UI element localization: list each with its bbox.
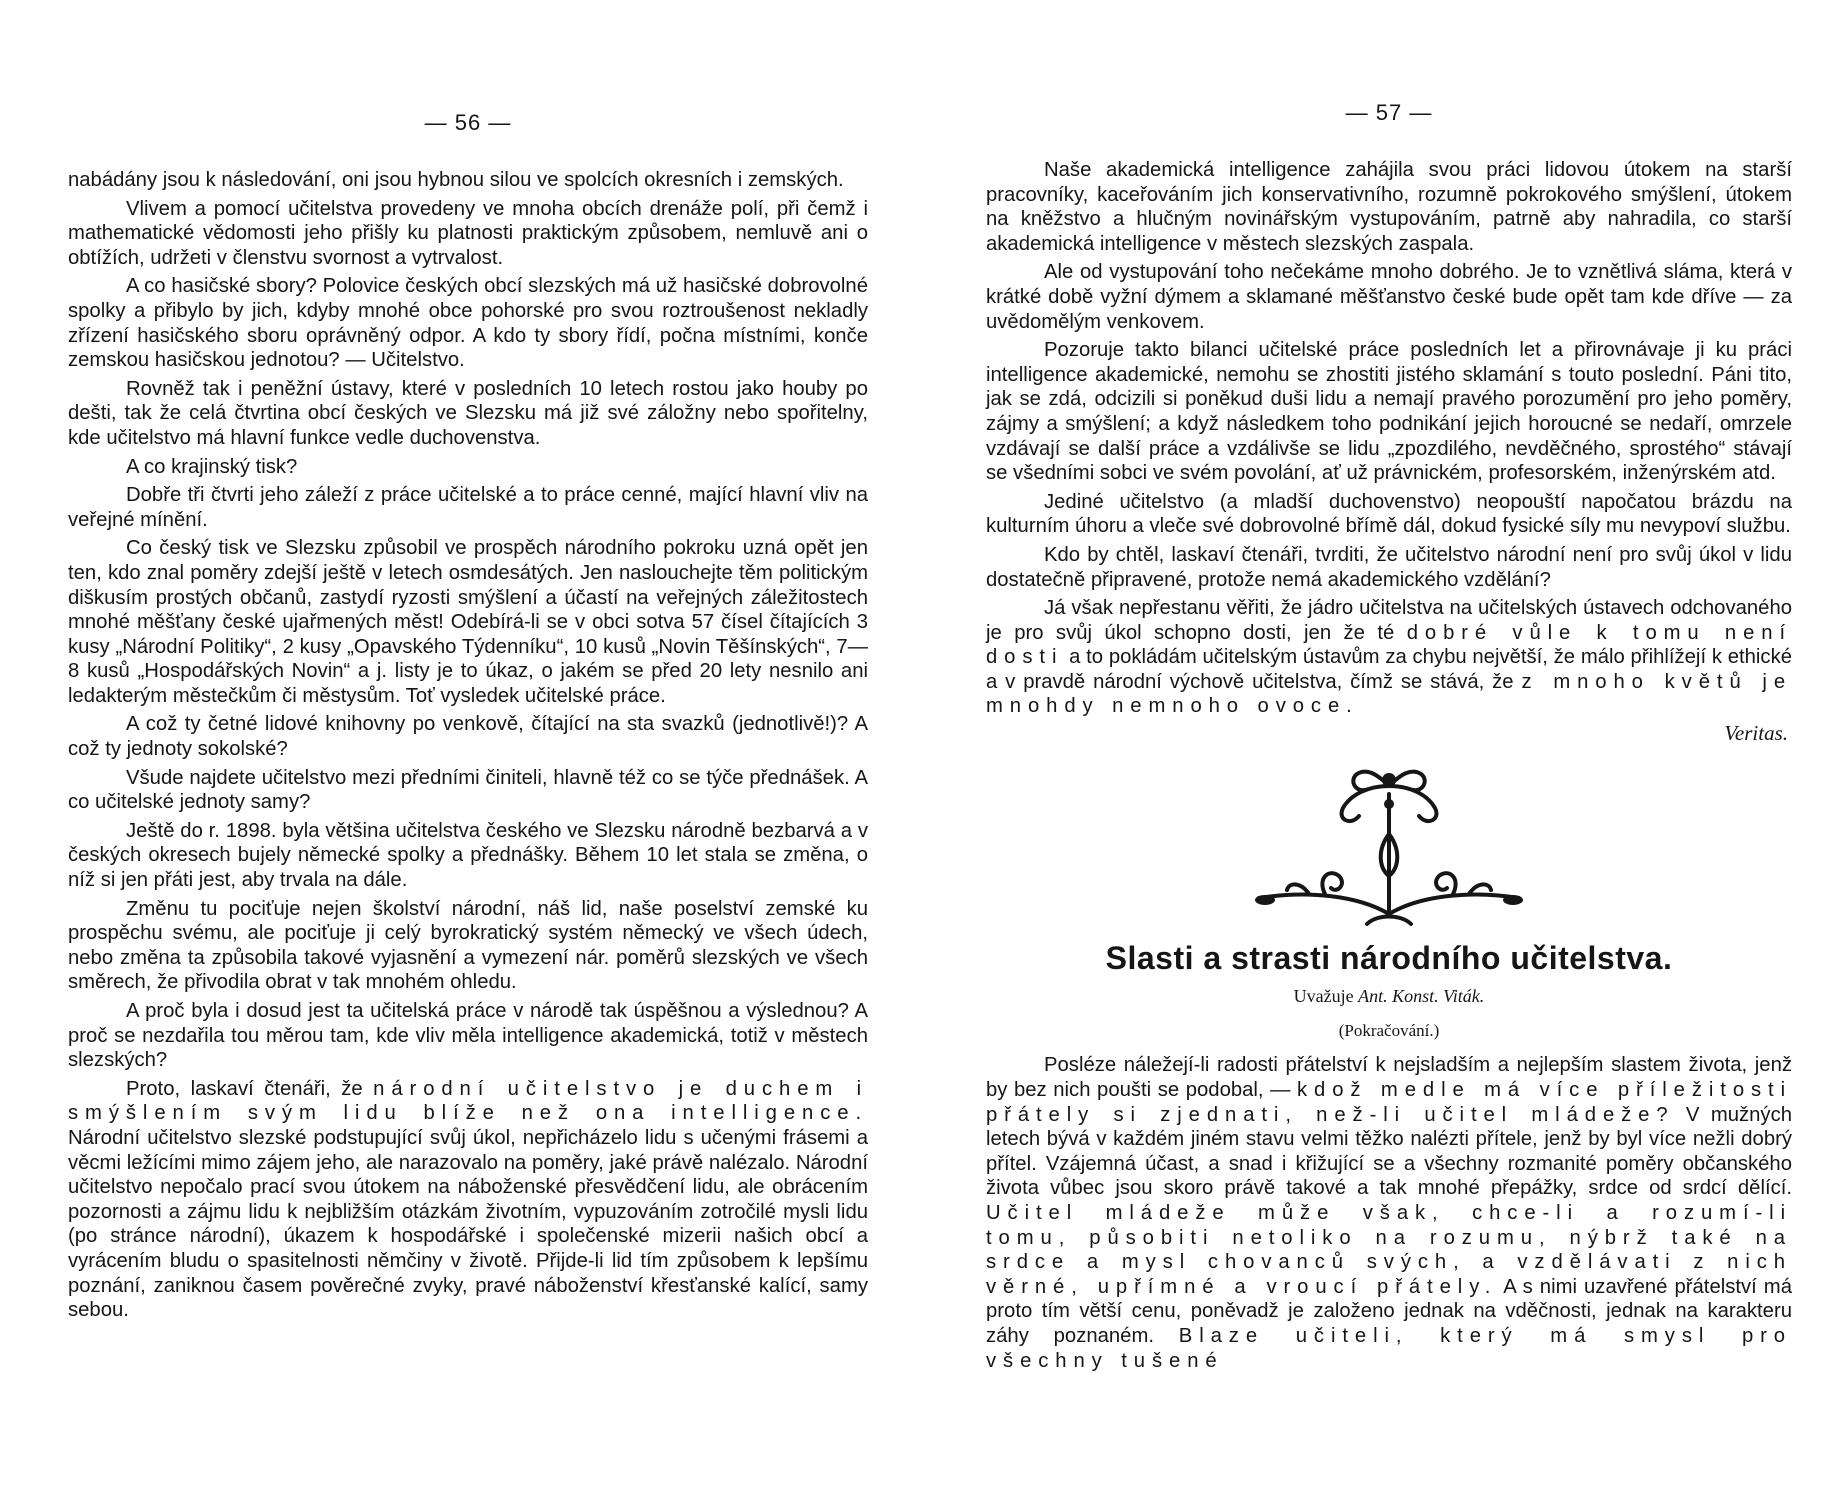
text-run: A s nimi uzavřené přátelství má proto tím větší cenu, poněvadž je založeno jednak na vděčnosti, jednak na karakteru záhy poznaném. — [986, 1275, 1792, 1347]
byline-author: Ant. Konst. Viták. — [1358, 986, 1485, 1007]
paragraph: A co hasičské sbory? Polovice českých obcí slezských má už hasičské dobrovolné spolky a přibylo by jich, kdyby mnohé obce pohorské pro svou roztroušenost nekladly zřízení hasičského sboru oprávněný odpor. A kdo ty sbory řídí, počna místními, konče zemskou hasičskou jednotou? — Učitelstvo. — [68, 275, 868, 372]
spaced-emphasis: národní učitelstvo je duchem i smýšlením svým lidu blíže než ona intelligence. — [68, 1077, 869, 1125]
paragraph: Co český tisk ve Slezsku způsobil ve prospěch národního pokroku uzná opět jen ten, kdo znal poměry zdejší ještě v letech osmdesátých. Jen naslouchejte těm politickým diškusím prostých občanů, zastydí ryzosti smýšlení a účastí na veřejných záležitostech mnohé měšťany české ujařmených měst! Odebírá-li se v obci sotva 57 čísel čítajících 3 kusy „Národní Politiky“, 2 kusy „Opavského Týdenníku“, 10 kusů „Novin Těšínských“, 7—8 kusů „Hospodářských Novin“ a j. listy je to úkaz, o jakém se před 20 lety nesnilo ani ledakterým městečkům či městysům. Toť vysledek učitelské práce. — [68, 537, 868, 707]
paragraph — [986, 1053, 1792, 1373]
text-run: Posléze náležejí-li radosti přátelství k nejsladším a nejlepším slastem života, jenž by bez nich poušti se podobal, — — [986, 1054, 1792, 1102]
flower-ornament-icon — [1239, 764, 1539, 932]
right-column — [986, 158, 1792, 1377]
text-run: Národní učitelstvo slezské podstupující svůj úkol, nepřicházelo lidu s učenými frásemi a věcmi ležícími mimo zájem jeho, ale narazovalo na poměry, jaké právě nalézalo. Národní učitelstvo nepočalo prací svou útokem na náboženské přesvědčení lidu, ale obrácením pozornosti a zájmu lidu k nejbližším otázkám životním, vypuzováním zotročilé mysli lidu (po stránce národní), úkazem k hospodářské i společenské mizerii našich obcí a vyrácením bludu o spasitelnosti němčiny v životě. Přijde-li lid tím způsobem k lepšímu poznání, zaniknou časem pověrečné zvyky, pravé náboženství křesťanské kalící, samy sebou. — [68, 1126, 868, 1322]
paragraph: Ale od vystupování toho nečekáme mnoho dobrého. Je to vznětlivá sláma, která v krátké době vyžní dýmem a sklamané měšťanstvo české bude opět tam kde dříve — za uvědomělým venkovem. — [986, 261, 1792, 333]
page-number: — 56 — — [424, 110, 512, 135]
paragraph: A co krajinský tisk? — [126, 455, 298, 478]
text-run: Já však nepřestanu věřiti, že jádro učitelstva na učitelských ústavech odchovaného je pro svůj úkol schopno dosti, jen že té — [986, 597, 1792, 644]
spaced-emphasis: z mnoho květů je mnohdy nemnoho ovoce. — [986, 670, 1793, 718]
left-column — [68, 168, 868, 1327]
text-run: a to pokládám učitelským ústavům za chybu největší, že málo přihlížejí k ethické a v pravdě národní výchově učitelstva, čímž se stává, že — [986, 646, 1792, 693]
paragraph: Ještě do r. 1898. byla většina učitelstva českého ve Slezsku národně bezbarvá a v českých okresech bujely německé spolky a přednášky. Během 10 let stala se změna, o níž si jen přáti jest, aby trvala na dále. — [68, 819, 868, 892]
paragraph — [986, 596, 1792, 719]
article-title: Slasti a strasti národního učitelstva. — [1105, 939, 1673, 976]
paragraph: Rovněž tak i peněžní ústavy, které v posledních 10 letech rostou jako houby po dešti, tak že celá čtvrtina obcí českých ve Slezsku má již své záložny nebo spořitelny, kde učitelstvo má hlavní funkce vedle duchovenstva. — [68, 377, 868, 449]
paragraph: A což ty četné lidové knihovny po venkově, čítající na sta svazků (jednotlivě!)? A což ty jednoty sokolské? — [68, 713, 868, 761]
paragraph: Všude najdete učitelstvo mezi předními činiteli, hlavně též co se týče přednášek. A co učitelské jednoty samy? — [68, 766, 868, 814]
paragraph: nabádány jsou k následování, oni jsou hybnou silou ve spolcích okresních i zemských. — [68, 169, 844, 191]
paragraph: Vlivem a pomocí učitelstva provedeny ve mnoha obcích drenáže polí, při čemž i mathematické vědomosti jeho přišly ku platnosti praktickým způsobem, nemluvě ani o obtížích, udržeti v členstvu svornost a vytrvalost. — [68, 197, 868, 269]
paragraph: Jediné učitelstvo (a mladší duchovenstvo) neopouští napočatou brázdu na kulturním úhoru a vleče své dobrovolné břímě dál, dokud fysické síly mu nevypoví službu. — [986, 490, 1792, 538]
left-page — [68, 0, 868, 1500]
paragraph: Kdo by chtěl, laskaví čtenáři, tvrditi, že učitelstvo národní není pro svůj úkol v lidu dostatečně připravené, protože nemá akademického vzdělání? — [986, 543, 1792, 591]
signature: Veritas. — [1724, 721, 1788, 746]
continuation-note: (Pokračování.) — [1338, 1020, 1440, 1040]
paragraph: Pozoruje takto bilanci učitelské práce posledních let a přirovnávaje ji ku práci intelligence akademické, nemohu se zhostiti jistého sklamání s touto poslední. Páni tito, jak se zdá, odcizili si poněkud duši lidu a nemají pravého porozumění pro jeho poměry, zájmy a smýšlení; a když následkem toho podnikání jejich horoucné se nedaří, omrzele vzdávají se další práce a vzdálivše se lidu „zpozdilého, nevděčného, sprostého“ stávají se všedními sobci ve svém povolání, ať už právnickém, profesorském, inženýrském atd. — [986, 339, 1792, 485]
paragraph: A proč byla i dosud jest ta učitelská práce v národě tak úspěšnou a výslednou? A proč se nezdařila tou měrou tam, kde vliv měla intelligence akademická, totiž v městech slezských? — [68, 1000, 868, 1072]
spaced-emphasis: Učitel mládeže může však, chce-li a rozumí-li tomu, působiti netoliko na rozumu, nýbrž také na srdce a mysl chovanců svých, a vzdělávati z nich věrné, upřímné a vroucí přátely. — [986, 1202, 1792, 1298]
spaced-emphasis: kdož medle má více příležitosti přátely si zjednati, než-li učitel mládeže? — [986, 1079, 1792, 1126]
text-run: Proto, laskaví čtenáři, že — [126, 1077, 374, 1100]
page-number: — 57 — — [1345, 100, 1433, 125]
paragraph: Naše akademická intelligence zahájila svou práci lidovou útokem na starší pracovníky, kaceřováním jich konservativního, rozumně pokrokového smýšlení, útokem na kněžstvo a hlučným novinářským vystupováním, patrně aby nahradila, co starší akademická intelligence v městech slezských zaspala. — [986, 159, 1792, 255]
text-run: V mužných letech bývá v každém jiném stavu velmi těžko nalézti přítele, jenž by byl více nežli dobrý přítel. Vzájemná účast, a snad i křižující se a všechny rozmanité poměry občanského života vůbec jsou skoro právě takové a tak mnohé přepážky, srdce od srdcí dělící. — [986, 1103, 1792, 1200]
paragraph: Dobře tři čtvrti jeho záleží z práce učitelské a to práce cenné, mající hlavní vliv na veřejné mínění. — [68, 484, 868, 531]
right-page — [986, 0, 1792, 1500]
byline-prefix: Uvažuje — [1293, 986, 1354, 1007]
paragraph: Změnu tu pociťuje nejen školství národní, náš lid, naše poselství zemské ku prospěchu svému, ale pociťuje ji celý byrokratický systém německý ve všech údech, nebo změna ta způsobila takové vyjasnění a vymezení nár. poměrů slezských ve všech směrech, že přivodila obrat v tak mnohém ohledu. — [68, 897, 868, 994]
paragraph — [68, 1077, 868, 1323]
spaced-emphasis: Blaze učiteli, který má smysl pro všechny tušené — [986, 1324, 1792, 1372]
spaced-emphasis: dobré vůle k tomu není dosti — [986, 621, 1792, 669]
byline — [986, 984, 1792, 1009]
